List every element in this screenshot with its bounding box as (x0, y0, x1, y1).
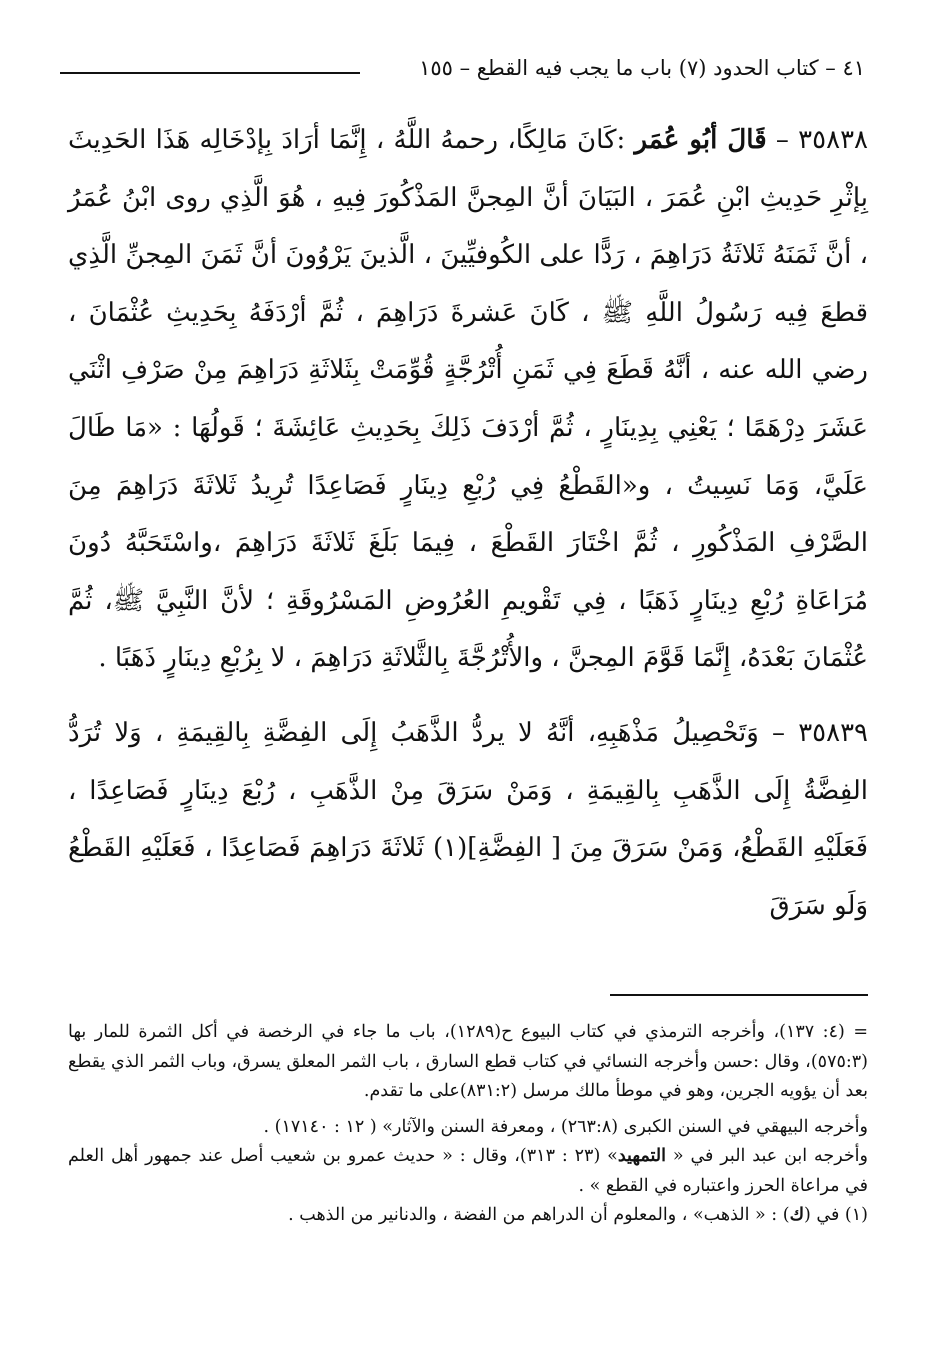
paragraph-body: وَتَحْصِيلُ مَذْهَبِهِ، أنَّهُ لا يردُّ الذَّهَبُ إِلَى الفِضَّةِ بِالقِيمَةِ ، وَلا تُرَدُّ الفِضَّةُ إِلَى الذَّهَبِ بِالقِيمَةِ ، وَمَنْ سَرَقَ مِنْ الذَّهَبِ ، رُبْعَ دِينَارٍ فَصَاعِدًا ، فَعَلَيْهِ القَطْعُ، وَمَنْ سَرَقَ مِنَ [ الفِضَّةِ](١) ثَلاثَةَ دَرَاهِمَ فَصَاعِدًا ، فَعَلَيْهِ القَطْعُ وَلَو سَرَقَ (68, 717, 868, 921)
running-header (60, 50, 865, 92)
footnote-rule (610, 994, 868, 996)
footnote-text: ) : « الذهب» ، والمعلوم أن الدراهم من الفضة ، والدنانير من الذهب . (288, 1205, 790, 1225)
manuscript-siglum: ك (789, 1205, 805, 1225)
speaker-name: قَالَ أبُو عُمَر (634, 125, 767, 155)
main-text (68, 112, 868, 935)
paragraph-body: :كَانَ مَالِكًا، رحمهُ اللَّهُ ، إِنَّمَا أرَادَ بِإدْخَالِه هَذَا الحَدِيثَ بِإثْرِ حَدِيثِ ابْنِ عُمَرَ ، البَيَانَ أنَّ المِجنَّ المَذْكُورَ فِيهِ ، هُوَ الَّذِي روى ابْنُ عُمَرُ ، أنَّ ثَمَنَهُ ثَلاثَةُ دَرَاهِمَ ، رَدًّا على الكُوفيِّينَ ، الَّذينَ يَرْوُونَ أنَّ ثَمَنَ المِجنِّ الَّذِي قطعَ فِيه رَسُولُ اللَّهِ ﷺ ، كَانَ عَشرةَ دَرَاهِمَ ، ثُمَّ أرْدَفَهُ بِحَدِيثِ عُثْمَانَ ، رضي الله عنه ، أنَّهُ قَطَعَ فِي ثَمَنِ أُتْرُجَّةٍ قُوِّمَتْ بِثَلاثَةِ دَرَاهِمَ مِنْ صَرْفِ اثْنَي عَشَرَ دِرْهَمًا ؛ يَعْنِي بِدِينَارٍ ، ثُمَّ أرْدَفَ ذَلِكَ بِحَدِيثِ عَائِشَةَ ؛ قَولُهَا : «مَا طَالَ عَلَيَّ، وَمَا نَسِيتُ ، و«القَطْعُ فِي رُبْعِ دِينَارٍ فَصَاعِدًا تُرِيدُ ثَلاثَةَ دَرَاهِمَ مِنَ الصَّرْفِ المَذْكُورِ ، ثُمَّ اخْتَارَ القَطْعَ ، فِيمَا بَلَغَ ثَلاثَةَ دَرَاهِمَ ،واسْتَحَبَّهُ دُونَ مُرَاعَاةِ رُبْعِ دِينَارٍ ذَهَبًا ، فِي تَقْويمِ العُرُوضِ المَسْرُوقَةِ ؛ لأنَّ النَّبِيَّ ﷺ، ثُمَّ عُثْمَانَ بَعْدَهُ، إِنَّمَا قَوَّمَ المِجنَّ ، والأُتْرُجَّةَ بِالثَّلاثَةِ دَرَاهِمَ ، لا بِرُبْعِ دِينَارٍ ذَهَبًا . (68, 125, 868, 674)
paragraph-number: ٣٥٨٣٩ – (758, 717, 869, 748)
footnote-bayhaqi: وأخرجه البيهقي في السنن الكبرى (٢٦٣:٨) ، ومعرفة السنن والآثار» ( ١٢ : ١٧١٤٠) . (263, 1116, 868, 1137)
footnote-1 (68, 1201, 868, 1231)
paragraph-number: ٣٥٨٣٨ – (766, 125, 868, 155)
footnote-text: وأخرجه ابن عبد البر في « (665, 1146, 868, 1166)
book-title: التمهيد (617, 1146, 666, 1166)
paragraph-35839 (68, 705, 868, 935)
footnote-text: » (٢٣ : ٣١٣)، وقال : « حديث عمرو بن شعيب أصل عند جمهور أهل العلم في مراعاة الحرز واعتباره في القطع » . (68, 1146, 868, 1196)
header-rule (60, 72, 360, 74)
footnote-continuation: = (٤: ١٣٧)، وأخرجه الترمذي في كتاب البيوع ح(١٢٨٩)، باب ما جاء في الرخصة في أكل الثمرة للمار بها (٥٧٥:٣)، وقال :حسن وأخرجه النسائي في كتاب قطع السارق ، باب الثمر المعلق يسرق، وباب الثمر الذي يقطع بعد أن يؤويه الجرين، وهو في موطأ مالك مرسل (٨٣١:٢)على ما تقدم. (68, 1022, 868, 1101)
footnote-text: (١) في ( (804, 1205, 868, 1225)
footnotes (68, 1018, 868, 1231)
footnote-ibn-abd-al-barr (68, 1142, 868, 1201)
paragraph-35838 (68, 112, 868, 688)
running-title: ٤١ – كتاب الحدود (٧) باب ما يجب فيه القطع – ١٥٥ (419, 56, 865, 80)
